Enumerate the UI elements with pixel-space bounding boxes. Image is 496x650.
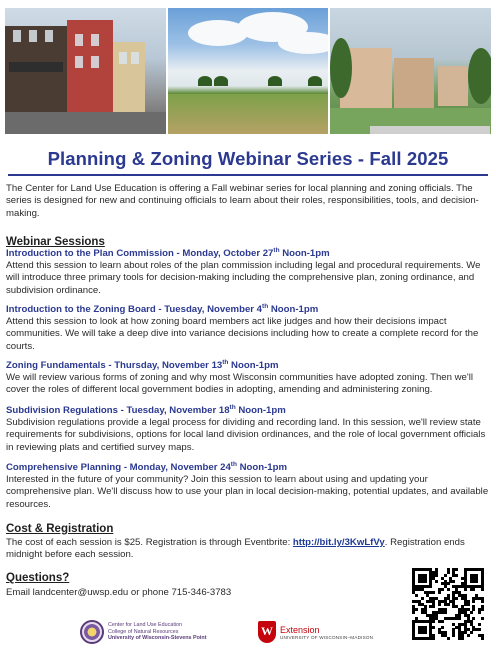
session-plan-commission (6, 248, 492, 297)
session-description: Attend this session to look at how zoning board members act like judges and how their decisions impact communities. We will take a deep dive into variance decisions including how to create a complete record for the courts. (6, 316, 479, 352)
cost-registration-heading: Cost & Registration (6, 523, 114, 535)
session-comprehensive-planning (6, 462, 492, 511)
page-title: Planning & Zoning Webinar Series - Fall 2025 (47, 148, 449, 169)
farmland-photo (168, 8, 329, 134)
header-photo-strip (5, 8, 491, 134)
university-seal-icon (80, 620, 104, 644)
questions-heading: Questions? (6, 572, 70, 584)
clue-uwsp-logo: Center for Land Use Education College of Natural Resources University of Wisconsin-Stevens Point (80, 619, 207, 645)
residential-photo (330, 8, 491, 134)
session-description: We will review various forms of zoning and why most Wisconsin communities have adopted zoning. Then we'll cover the roles of different local government bodies in adopting, amending and administering zoning. (6, 372, 473, 396)
session-zoning-fundamentals (6, 360, 492, 397)
title-divider (8, 174, 488, 176)
session-title: Introduction to the Plan Commission - Monday, October 27th Noon-1pm (6, 246, 330, 259)
session-subdivision-regulations (6, 405, 492, 454)
session-description: Interested in the future of your community? Join this session to learn about using and updating your comprehensive plan. We'll discuss how to use your plan in local decision-making, potential updates, and available resources. (6, 474, 489, 510)
intro-paragraph: The Center for Land Use Education is offering a Fall webinar series for local planning and zoning officials. The series is designed for new and continuing officials to learn about their roles, responsibilities, tools, and decision-making. (6, 183, 479, 219)
registration-qr-code[interactable] (412, 568, 486, 640)
session-description: Attend this session to learn about roles of the plan commission including legal and procedural requirements. We will introduce three primary tools for decision-making including the comprehensive plan, zoning ordinance, and subdivision ordinance. (6, 260, 481, 296)
session-title: Introduction to the Zoning Board - Tuesday, November 4th Noon-1pm (6, 302, 319, 315)
downtown-street-photo (5, 8, 166, 134)
session-title: Comprehensive Planning - Monday, November 24th Noon-1pm (6, 460, 288, 473)
session-title: Zoning Fundamentals - Thursday, November 13th Noon-1pm (6, 358, 279, 371)
uw-shield-icon: W (258, 621, 276, 643)
session-description: Subdivision regulations provide a legal process for dividing and recording land. In this session, we'll review state requirements for subdivisions, options for local land division ordinances, and the role of local government officials in reviewing plats and certified survey maps. (6, 417, 486, 453)
session-zoning-board (6, 304, 492, 353)
contact-text: Email landcenter@uwsp.edu or phone 715-346-3783 (6, 587, 232, 598)
webinar-sessions-heading: Webinar Sessions (6, 236, 105, 248)
cost-registration-text: The cost of each session is $25. Registration is through Eventbrite: http://bit.ly/3KwLfVy. Registration ends midnight before each session. (6, 537, 465, 561)
extension-logo: W Extension UNIVERSITY OF WISCONSIN–MADISON (258, 619, 373, 645)
session-title: Subdivision Regulations - Tuesday, November 18th Noon-1pm (6, 403, 286, 416)
eventbrite-link[interactable]: http://bit.ly/3KwLfVy (292, 537, 385, 548)
